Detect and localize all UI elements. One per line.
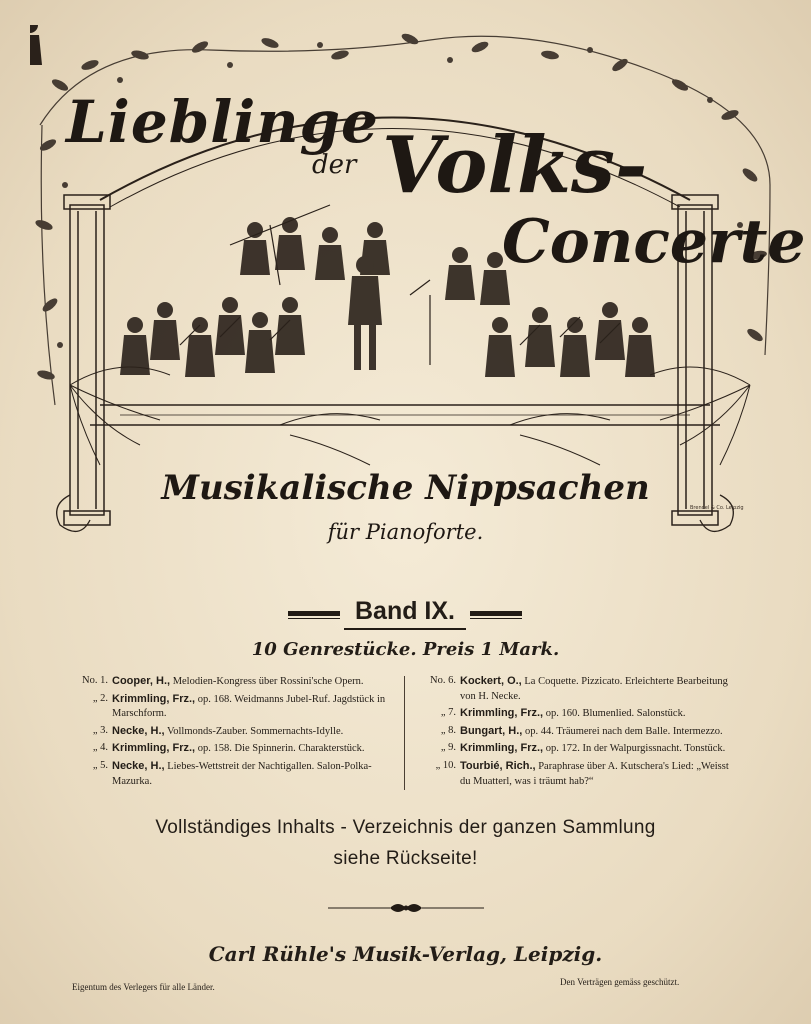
- title-word-lieblinge: Lieblinge: [66, 88, 379, 156]
- footer-protection: Den Verträgen gemäss geschützt.: [560, 977, 680, 987]
- list-item: [416, 759, 736, 789]
- entry-number: No. 6.: [430, 675, 456, 686]
- footer-ownership: Eigentum des Verlegers für alle Länder.: [72, 982, 215, 992]
- engraver-credit: Brendel & Co. Leipzig: [690, 505, 744, 511]
- entry-title: op. 160. Blumenlied. Salonstück.: [545, 708, 686, 720]
- entry-number: „ 2.: [92, 692, 108, 704]
- entry-title: Paraphrase über A. Kutschera's Lied: „Weisst du Muatterl, was i träumt hab?“: [460, 760, 729, 787]
- publisher-name: Carl Rühle's Musik-Verlag, Leipzig.: [208, 942, 603, 966]
- title-word-volks: Volks-: [382, 120, 648, 211]
- entry-composer: Tourbié, Rich.,: [460, 759, 536, 772]
- subtitle: Musikalische Nippsachen: [161, 468, 650, 508]
- entry-composer: Bungart, H.,: [460, 724, 523, 737]
- entry-number: „ 9.: [440, 742, 456, 754]
- entry-title: Liebes-Wettstreit der Nachtigallen. Salon-Polka-Mazurka.: [112, 760, 372, 787]
- list-item: [68, 741, 400, 757]
- title-word-der: der: [312, 150, 357, 180]
- band-bar-right: [470, 611, 522, 616]
- entry-number: „ 4.: [92, 742, 108, 754]
- list-item: [416, 741, 736, 757]
- complete-index-line-1: Vollständiges Inhalts - Verzeichnis der ganzen Sammlung: [155, 817, 656, 838]
- entry-title: Melodien-Kongress über Rossini'sche Opern.: [172, 676, 364, 687]
- band-label: Band IX.: [344, 596, 466, 630]
- band-heading: [0, 596, 811, 630]
- entry-composer: Necke, H.,: [112, 724, 165, 737]
- entry-title: op. 158. Die Spinnerin. Charakterstück.: [197, 743, 365, 755]
- entry-number: No. 1.: [82, 675, 108, 686]
- entry-number: „ 5.: [92, 759, 108, 771]
- subtitle-instrument: für Pianoforte.: [327, 520, 484, 544]
- list-item: [68, 692, 400, 722]
- entry-title: op. 172. In der Walpurgissnacht. Tonstück.: [545, 743, 726, 755]
- divider-ornament-icon: [328, 898, 484, 918]
- genre-price-line: 10 Genrestücke. Preis 1 Mark.: [251, 639, 560, 660]
- entry-number: „ 7.: [440, 707, 456, 719]
- band-thin-left: [288, 618, 340, 619]
- entry-title: op. 44. Träumerei nach dem Balle. Intermezzo.: [524, 725, 723, 737]
- entry-number: „ 10.: [435, 759, 456, 771]
- entry-composer: Necke, H.,: [112, 759, 165, 772]
- list-item: [68, 674, 400, 690]
- entry-title: La Coquette. Pizzicato. Erleichterte Bearbeitung von H. Necke.: [460, 676, 728, 702]
- entry-composer: Krimmling, Frz.,: [460, 707, 544, 720]
- list-item: [68, 759, 400, 789]
- entry-composer: Cooper, H.,: [112, 675, 171, 687]
- column-divider: [404, 676, 405, 790]
- contents-right-column: [416, 674, 736, 791]
- list-item: [416, 724, 736, 740]
- list-item: [416, 674, 736, 704]
- entry-number: „ 3.: [92, 724, 108, 736]
- list-item: [416, 706, 736, 722]
- contents-left-column: [68, 674, 400, 791]
- entry-title: op. 168. Weidmanns Jubel-Ruf. Jagdstück in Marschform.: [112, 693, 386, 720]
- band-thin-right: [470, 618, 522, 619]
- entry-composer: Krimmling, Frz.,: [112, 742, 196, 755]
- entry-composer: Krimmling, Frz.,: [460, 742, 544, 755]
- entry-composer: Kockert, O.,: [460, 675, 522, 687]
- entry-composer: Krimmling, Frz.,: [112, 692, 196, 705]
- band-bar-left: [288, 611, 340, 616]
- complete-index-line-2: siehe Rückseite!: [333, 848, 478, 869]
- title-word-concerte: Concerte: [502, 207, 806, 277]
- entry-number: „ 8.: [440, 724, 456, 736]
- list-item: [68, 724, 400, 740]
- entry-title: Vollmonds-Zauber. Sommernachts-Idylle.: [167, 725, 344, 737]
